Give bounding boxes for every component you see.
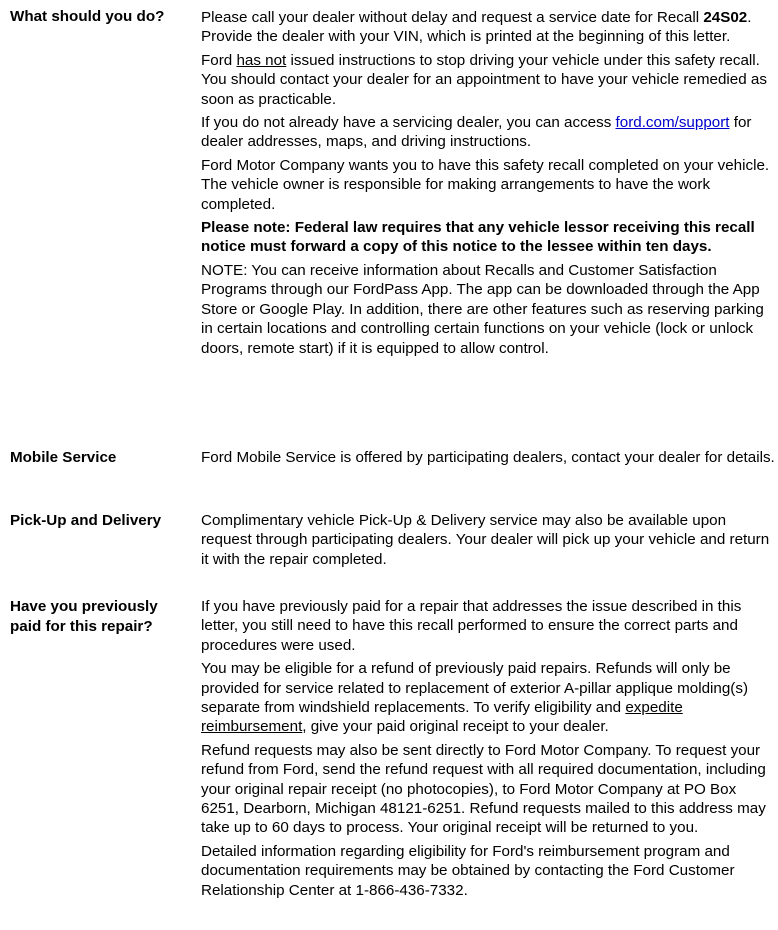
text-segment: Please call your dealer without delay and request a service date for Recall xyxy=(201,9,704,26)
paragraph-fordpass-note: NOTE: You can receive information about Recalls and Customer Satisfaction Programs through our FordPass App. The app can be downloaded through the App Store or Google Play. In addition, there are other features such as reserving parking in certain locations and controlling certain functions on your vehicle (lock or unlock doors, remote start) if it is equipped to allow control. xyxy=(201,261,764,357)
ford-support-link[interactable]: ford.com/support xyxy=(615,114,730,132)
paragraph-mobile-service: Ford Mobile Service is offered by participating dealers, contact your dealer for details. xyxy=(201,449,775,466)
paragraph-refund-eligibility xyxy=(201,659,775,737)
text-segment: If you do not already have a servicing dealer, you can access xyxy=(201,114,616,132)
section-label-pickup-delivery: Pick-Up and Delivery xyxy=(10,512,162,529)
paragraph-driving-instructions xyxy=(201,51,775,109)
label-line: paid for this repair? xyxy=(10,618,153,635)
paragraph-federal-law-note: Please note: Federal law requires that any vehicle lessor receiving this recall notice must forward a copy of this notice to the lessee within ten days. xyxy=(201,219,755,256)
paragraph-customer-relationship-center: Detailed information regarding eligibility for Ford's reimbursement program and documentation requirements may be obtained by contacting the Ford Customer Relationship Center at 1-866-436-7332. xyxy=(201,842,735,899)
text-segment: issued instructions to stop driving your vehicle under this safety recall. You should contact your dealer for an appointment to have your vehicle remedied as soon as practicable. xyxy=(201,51,767,108)
paragraph-refund-by-mail: Refund requests may also be sent directly to Ford Motor Company. To request your refund from Ford, send the refund request with all required documentation, including your original repair receipt (no photocopies), to Ford Motor Company at PO Box 6251, Dearborn, Michigan 48121-6251. Refund requests mailed to this address may take up to 60 days to process. Your original receipt will be returned to you. xyxy=(201,741,766,837)
has-not-emphasis: has not xyxy=(236,51,287,69)
section-body-previously-paid xyxy=(201,597,775,904)
text-segment: . Provide the dealer with your VIN, which is printed at the beginning of this letter. xyxy=(201,9,752,46)
text-segment: Ford xyxy=(201,51,237,69)
recall-number: 24S02 xyxy=(703,9,748,26)
text-segment: You may be eligible for a refund of previously paid repairs. Refunds will only be provided for service related to replacement of exterior A-pillar applique molding(s) separate from windshield replacements. To verify eligibility and xyxy=(201,660,749,717)
paragraph-call-dealer xyxy=(201,8,775,47)
label-line: Have you previously xyxy=(10,598,158,615)
section-body-mobile-service xyxy=(201,448,775,471)
expedite-reimbursement-text: expedite reimbursement xyxy=(201,699,683,736)
paragraph-owner-responsibility: Ford Motor Company wants you to have this safety recall completed on your vehicle. The vehicle owner is responsible for making arrangements to have the work completed. xyxy=(201,156,770,213)
section-label-what-should-you-do: What should you do? xyxy=(10,8,165,25)
paragraph-still-need-recall: If you have previously paid for a repair that addresses the issue described in this letter, you still need to have this recall performed to ensure the correct parts and procedures were used. xyxy=(201,598,742,654)
paragraph-pickup-delivery: Complimentary vehicle Pick-Up & Delivery service may also be available upon request through participating dealers. Your dealer will pick up your vehicle and return it with the repair completed. xyxy=(201,512,770,568)
section-body-pickup-delivery xyxy=(201,511,775,573)
paragraph-servicing-dealer xyxy=(201,113,775,152)
section-body-what-should-you-do xyxy=(201,8,775,362)
text-segment: for dealer addresses, maps, and driving instructions. xyxy=(201,114,752,151)
section-label-previously-paid xyxy=(10,597,195,637)
section-label-mobile-service: Mobile Service xyxy=(10,449,117,466)
text-segment: , give your paid original receipt to your dealer. xyxy=(302,718,609,736)
